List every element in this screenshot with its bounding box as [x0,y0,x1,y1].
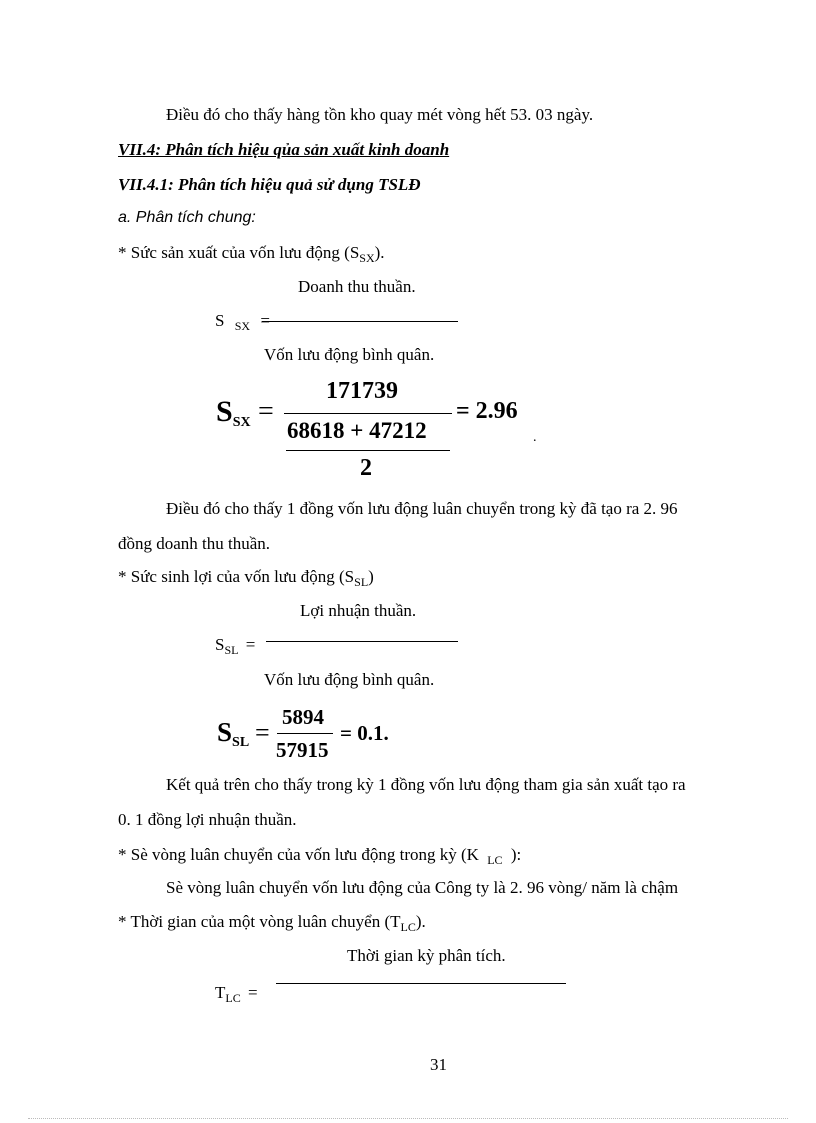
bullet-suffix: ). [415,912,426,931]
bullet-turnover-period [118,912,426,937]
formula2-denominator: Vốn lưu động bình quân. [264,670,435,689]
equation2-subscript: SL [232,735,250,750]
paragraph-profit-per-dong: Kết quả trên cho thấy trong kỳ 1 đồng vốn lưu động tham gia sản xuất tạo ra [166,775,686,794]
equation2-result: = 0.1. [340,721,389,745]
formula2-fraction-line [266,641,458,642]
heading-section-vii-4-1: VII.4.1: Phân tích hiệu quả sử dụng TSLĐ [118,175,421,194]
bullet-working-capital-productivity [118,243,385,268]
equation1-symbol: S [216,395,233,428]
page-bottom-border [28,1118,788,1119]
formula2-lhs-subscript: SL [224,643,239,657]
bullet-working-capital-profitability [118,567,374,592]
page-number: 31 [430,1055,447,1074]
paragraph-turnover-slow: Sè vòng luân chuyển vốn lưu động của Công ty là 2. 96 vòng/ năm là chậm [166,878,679,897]
bullet-subscript: LC [400,920,416,934]
formula2-lhs [215,635,255,660]
paragraph-inventory-turnover: Điều đó cho thấy hàng tồn kho quay mét vòng hết 53. 03 ngày. [166,105,594,124]
bullet-subscript: LC [487,853,503,867]
heading-section-vii-4: VII.4: Phân tích hiệu qủa sản xuất kinh doanh [118,140,450,159]
equation2-symbol: S [217,717,233,747]
bullet-text: * Sức sinh lợi của vốn lưu động (S [118,567,355,586]
equation2-fraction-line [277,733,333,734]
formula3-lhs-symbol: T [215,983,226,1002]
formula3-lhs [215,983,258,1008]
formula1-denominator: Vốn lưu động bình quân. [264,345,435,364]
formula1-lhs-symbol: S [215,311,225,330]
paragraph-sales-per-dong-cont: đồng doanh thu thuần. [118,534,271,553]
equation2-lhs [217,717,249,751]
equation1-subscript: SX [232,415,251,430]
equation1-inner-fraction-line [286,450,450,451]
formula2-equals: = [245,635,256,654]
formula1-equals: = [260,311,270,330]
bullet-text: * Sè vòng luân chuyển của vốn lưu động trong kỳ (K [118,845,479,864]
bullet-text: * Sức sản xuất của vốn lưu động (S [118,243,360,262]
bullet-suffix: ). [374,243,385,262]
equation1-equals: = [258,396,274,427]
equation1-lhs [216,395,251,431]
equation1-numerator: 171739 [326,378,398,404]
formula1-lhs-subscript: SX [234,319,251,333]
equation1-fraction-line [284,413,452,414]
formula3-equals: = [247,983,258,1002]
bullet-text: * Thời gian của một vòng luân chuyển (T [118,912,401,931]
equation2-equals: = [255,718,270,747]
formula3-numerator: Thời gian kỳ phân tích. [347,946,506,965]
formula3-fraction-line [276,983,566,984]
equation1-trailing-dot: . [533,430,537,445]
formula2-numerator: Lợi nhuận thuần. [300,601,417,620]
formula1-numerator: Doanh thu thuần. [298,277,416,296]
formula2-lhs-symbol: S [215,635,225,654]
equation2-numerator: 5894 [282,705,324,729]
equation1-denominator-divisor: 2 [360,455,372,481]
equation1-result: = 2.96 [456,398,518,424]
bullet-suffix: ) [368,567,374,586]
formula1-lhs [215,311,270,336]
equation1-denominator: 68618 + 47212 [287,418,427,443]
formula1-fraction-line [262,321,458,322]
bullet-turnover-count [118,845,521,870]
formula3-lhs-subscript: LC [225,991,241,1005]
bullet-subscript: SX [359,251,375,265]
equation2-denominator: 57915 [276,738,329,762]
paragraph-sales-per-dong: Điều đó cho thấy 1 đồng vốn lưu động luân chuyển trong kỳ đã tạo ra 2. 96 [166,499,678,518]
bullet-subscript: SL [354,575,369,589]
bullet-suffix: ): [510,845,522,864]
heading-general-analysis: a. Phân tích chung: [118,209,256,226]
paragraph-profit-per-dong-cont: 0. 1 đồng lợi nhuận thuần. [118,810,297,829]
